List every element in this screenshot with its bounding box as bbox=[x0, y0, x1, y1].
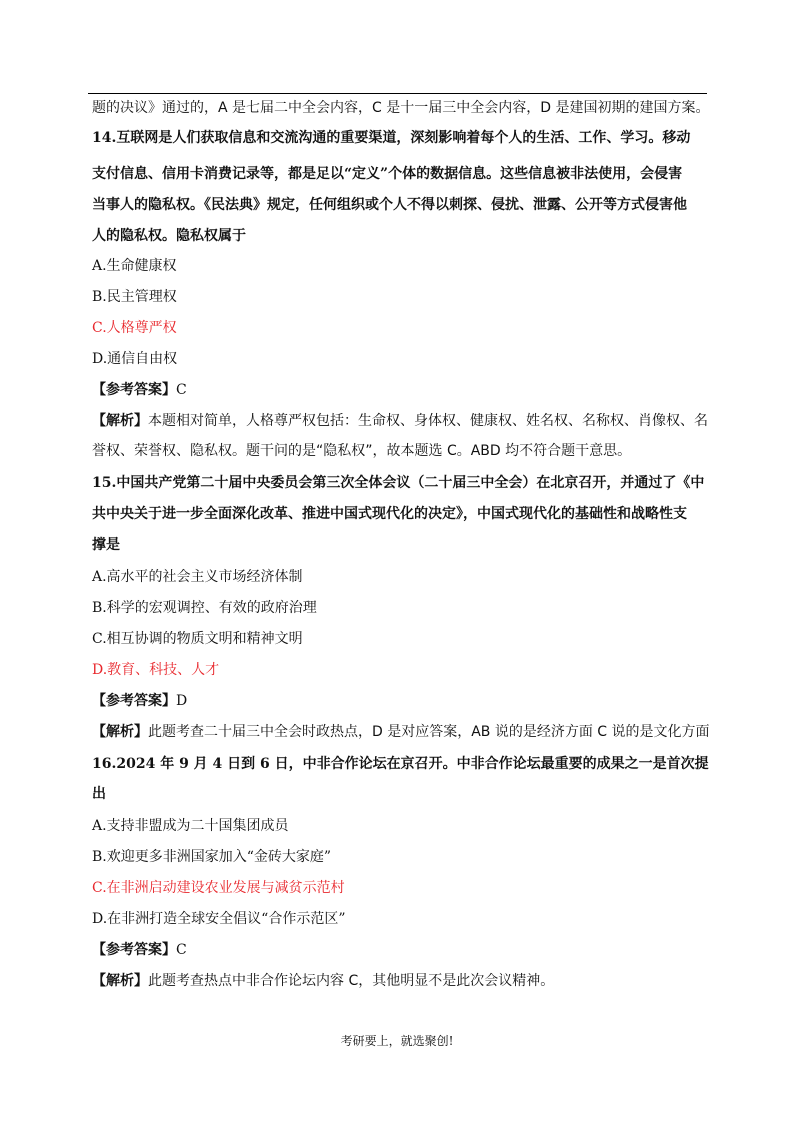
option-d: D.通信自由权 bbox=[92, 351, 178, 367]
question-stem-line: 支付信息、信用卡消费记录等，都是足以“定义”个体的数据信息。这些信息被非法使用，会侵害 bbox=[92, 166, 683, 182]
option-d: D.在非洲打造全球安全倡议“合作示范区” bbox=[92, 911, 346, 927]
option-d-correct: D.教育、科技、人才 bbox=[92, 662, 220, 678]
option-c: C.相互协调的物质文明和精神文明 bbox=[92, 631, 303, 647]
question-stem-line: 出 bbox=[92, 786, 106, 802]
option-b: B.民主管理权 bbox=[92, 289, 177, 305]
question-stem-line: 共中央关于进一步全面深化改革、推进中国式现代化的决定》，中国式现代化的基础性和战略性支 bbox=[92, 506, 687, 522]
question-stem-line: 15.中国共产党第二十届中央委员会第三次全体会议（二十届三中全会）在北京召开，并通过了《中 bbox=[92, 475, 705, 491]
analysis-label: 【解析】 bbox=[92, 724, 148, 740]
analysis-row bbox=[92, 971, 712, 991]
option-b: B.欢迎更多非洲国家加入“金砖大家庭” bbox=[92, 849, 332, 865]
page-footer: 考研要上，就选聚创! bbox=[340, 1034, 454, 1048]
question-stem-line: 16.2024 年 9 月 4 日到 6 日，中非合作论坛在京召开。中非合作论坛最重要的成果之一是首次提 bbox=[92, 756, 709, 772]
answer-label: 【参考答案】 bbox=[92, 942, 176, 958]
option-a: A.生命健康权 bbox=[92, 258, 177, 274]
option-c-correct: C.人格尊严权 bbox=[92, 320, 177, 336]
header-rule bbox=[88, 93, 707, 94]
option-c-correct: C.在非洲启动建设农业发展与减贫示范村 bbox=[92, 880, 345, 896]
analysis-text: 本题相对简单，人格尊严权包括：生命权、身体权、健康权、姓名权、名称权、肖像权、名 bbox=[148, 413, 708, 429]
analysis-row bbox=[92, 411, 712, 431]
question-stem-line: 14.互联网是人们获取信息和交流沟通的重要渠道，深刻影响着每个人的生活、工作、学习。移动 bbox=[92, 130, 691, 146]
answer-value: C bbox=[176, 942, 187, 958]
answer-value: C bbox=[176, 382, 187, 398]
analysis-label: 【解析】 bbox=[92, 973, 148, 989]
question-stem-line: 人的隐私权。隐私权属于 bbox=[92, 228, 246, 244]
option-a: A.支持非盟成为二十国集团成员 bbox=[92, 818, 289, 834]
answer-label: 【参考答案】 bbox=[92, 693, 176, 709]
answer-row bbox=[92, 691, 712, 711]
question-stem-line: 当事人的隐私权。《民法典》规定，任何组织或个人不得以刺探、侵扰、泄露、公开等方式侵害他 bbox=[92, 197, 687, 213]
option-b: B.科学的宏观调控、有效的政府治理 bbox=[92, 600, 317, 616]
answer-label: 【参考答案】 bbox=[92, 382, 176, 398]
question-stem-line: 撑是 bbox=[92, 537, 120, 553]
analysis-label: 【解析】 bbox=[92, 413, 148, 429]
analysis-row bbox=[92, 722, 712, 742]
analysis-text: 此题考查二十届三中全会时政热点，D 是对应答案，AB 说的是经济方面 C 说的是文化方面 bbox=[148, 724, 710, 740]
analysis-text: 此题考查热点中非合作论坛内容 C，其他明显不是此次会议精神。 bbox=[148, 973, 555, 989]
previous-analysis-tail: 题的决议》通过的，A 是七届二中全会内容，C 是十一届三中全会内容，D 是建国初期的建国方案。 bbox=[92, 100, 710, 116]
answer-value: D bbox=[176, 693, 188, 709]
analysis-text-line: 誉权、荣誉权、隐私权。题干问的是“隐私权”，故本题选 C。ABD 均不符合题干意思。 bbox=[92, 443, 632, 459]
answer-row bbox=[92, 940, 712, 960]
answer-row bbox=[92, 380, 712, 400]
option-a: A.高水平的社会主义市场经济体制 bbox=[92, 569, 303, 585]
